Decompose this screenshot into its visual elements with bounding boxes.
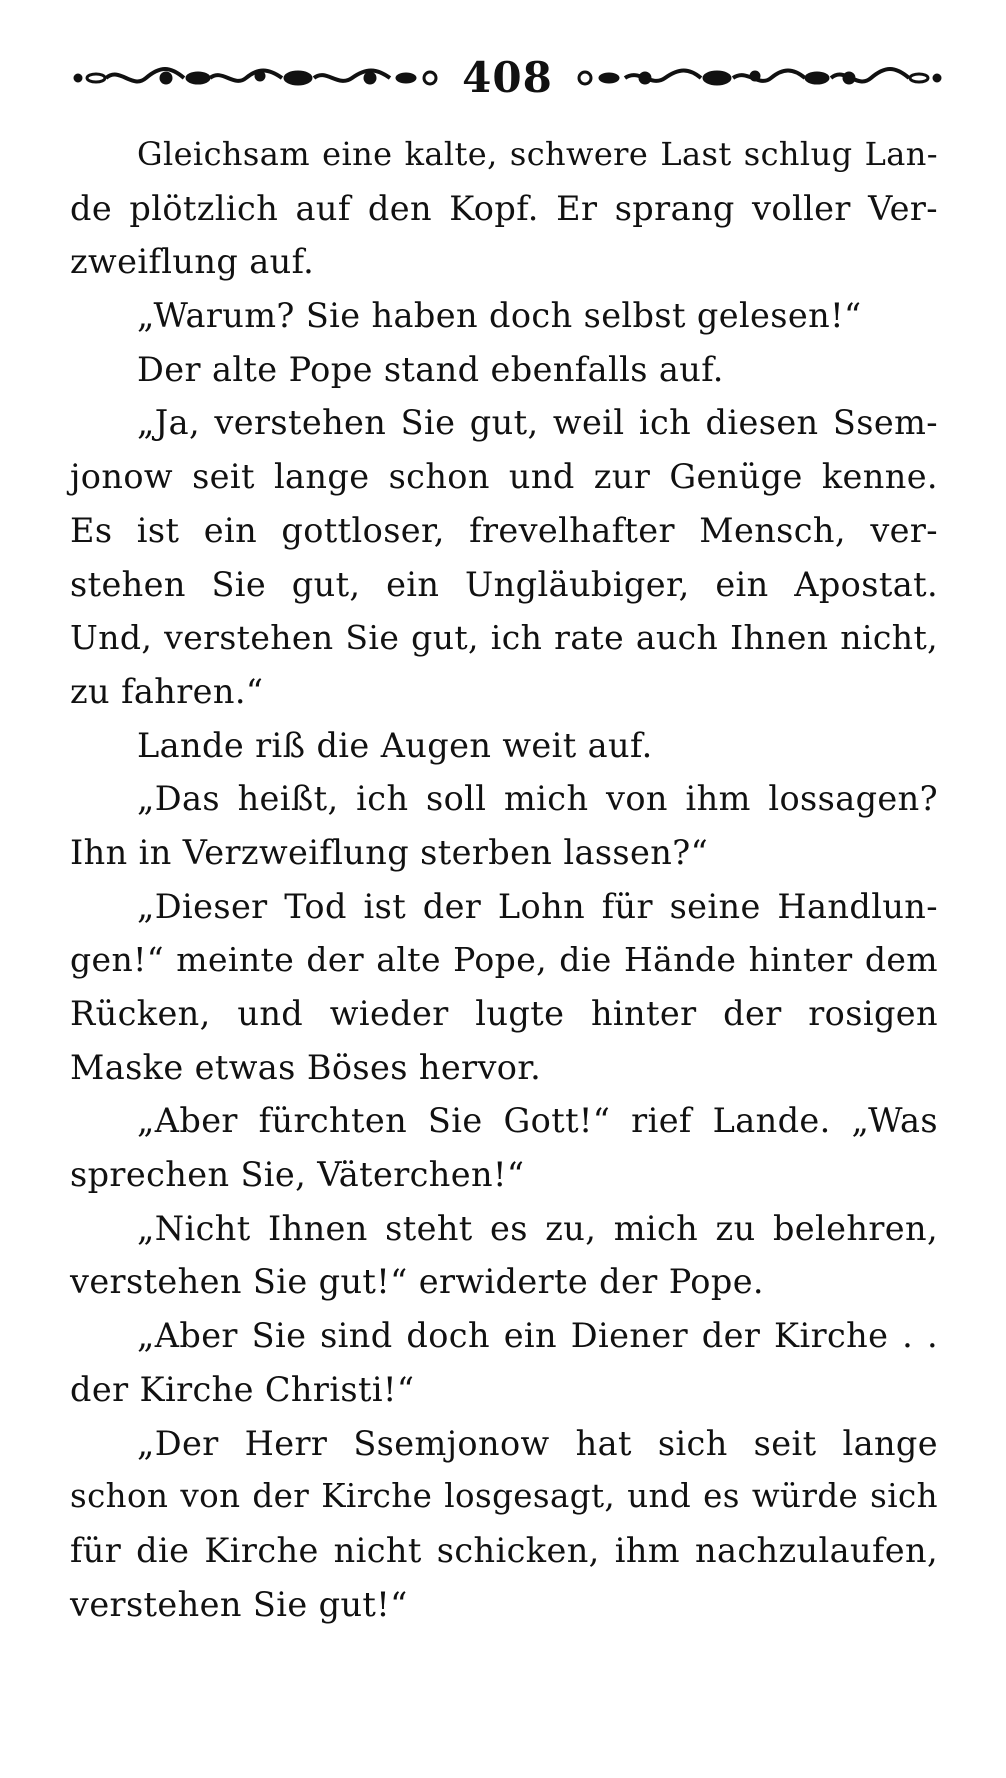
text-line: „Ja, verstehen Sie gut, weil ich diesen Ssem- — [137, 403, 938, 443]
right-ornament-icon — [575, 64, 945, 92]
text-line: verstehen Sie gut!“ erwiderte der Pope. — [70, 1262, 764, 1302]
text-line: sprechen Sie, Väterchen!“ — [70, 1155, 525, 1195]
text-line: schon von der Kirche losgesagt, und es würde sich — [70, 1477, 938, 1516]
text-line: Gleichsam eine kalte, schwere Last schlug Lan- — [137, 135, 938, 173]
text-line: Es ist ein gottloser, frevelhafter Mensch, ver- — [70, 510, 938, 550]
text-line: „Warum? Sie haben doch selbst gelesen!“ — [137, 296, 862, 336]
text-line: Rücken, und wieder lugte hinter der rosigen — [70, 994, 938, 1033]
text-line: stehen Sie gut, ein Ungläubiger, ein Apostat. — [70, 564, 938, 604]
text-line: zu fahren.“ — [70, 671, 264, 711]
text-line: gen!“ meinte der alte Pope, die Hände hinter dem — [70, 940, 938, 980]
text-line: „Das heißt, ich soll mich von ihm lossagen? — [137, 779, 938, 819]
text-line: zweiflung auf. — [70, 242, 315, 282]
text-line: de plötzlich auf den Kopf. Er sprang voller Ver- — [70, 188, 938, 228]
text-line: Der alte Pope stand ebenfalls auf. — [137, 349, 724, 389]
text-line: Und, verstehen Sie gut, ich rate auch Ihnen nicht, — [70, 618, 938, 658]
page-number: 408 — [462, 53, 553, 102]
text-line: für die Kirche nicht schicken, ihm nachzulaufen, — [70, 1530, 938, 1570]
left-ornament-icon — [70, 64, 440, 92]
text-line: „Aber fürchten Sie Gott!“ rief Lande. „Was — [137, 1101, 938, 1141]
text-line: „Der Herr Ssemjonow hat sich seit lange — [137, 1423, 938, 1463]
text-line: verstehen Sie gut!“ — [70, 1584, 408, 1624]
text-line: Lande riß die Augen weit auf. — [137, 725, 653, 765]
page-header — [70, 48, 945, 108]
text-line: Maske etwas Böses hervor. — [70, 1047, 542, 1087]
text-line: „Aber Sie sind doch ein Diener der Kirche . . — [137, 1316, 938, 1356]
body-text — [70, 128, 938, 1631]
text-line: „Dieser Tod ist der Lohn für seine Handlun- — [137, 886, 938, 926]
text-line: der Kirche Christi!“ — [70, 1369, 415, 1409]
text-line: Ihn in Verzweiflung sterben lassen?“ — [70, 832, 709, 872]
text-line: jonow seit lange schon und zur Genüge kenne. — [70, 457, 938, 497]
text-line: „Nicht Ihnen steht es zu, mich zu belehren, — [137, 1208, 938, 1248]
